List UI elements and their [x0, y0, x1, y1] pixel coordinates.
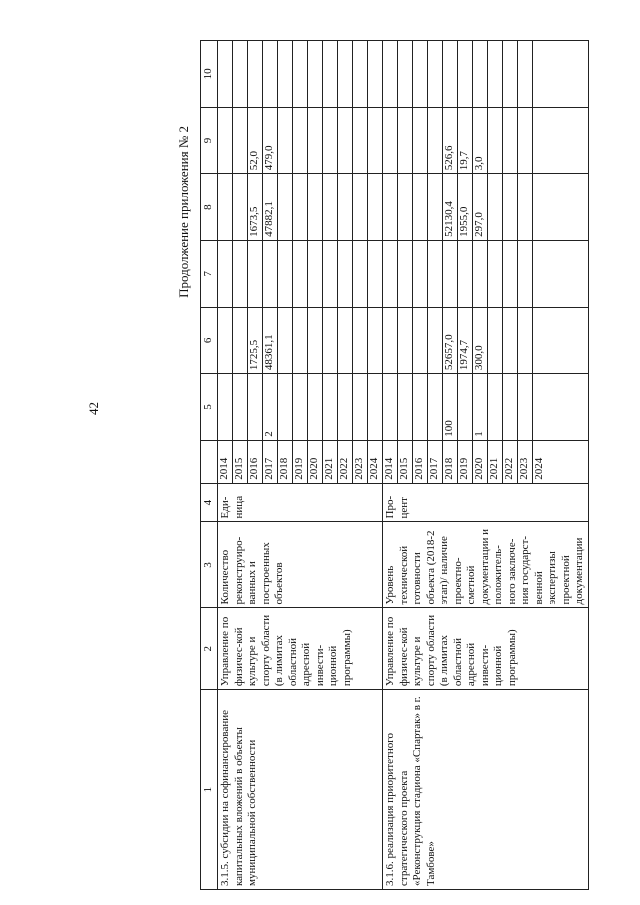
- value-entry: [503, 308, 518, 374]
- year-label: 2014: [383, 441, 398, 483]
- value-entry: [353, 241, 368, 307]
- value-entry: [233, 41, 248, 107]
- value-entry: [233, 374, 248, 440]
- year-label: 2021: [488, 441, 503, 483]
- value-entry: [533, 374, 547, 440]
- value-column-8: [218, 174, 383, 241]
- value-entry: [308, 41, 323, 107]
- value-entry: [338, 374, 353, 440]
- value-entry: [383, 41, 398, 107]
- value-entry: [218, 308, 233, 374]
- value-entry: [293, 241, 308, 307]
- year-label: 2016: [413, 441, 428, 483]
- value-entry: [323, 374, 338, 440]
- value-entry: [383, 241, 398, 307]
- value-entry: [368, 41, 382, 107]
- year-label: 2016: [248, 441, 263, 483]
- value-entry: [278, 108, 293, 174]
- value-entry: [248, 374, 263, 440]
- value-entry: [338, 174, 353, 240]
- year-label: 2019: [293, 441, 308, 483]
- value-column-10: [383, 41, 589, 108]
- value-entry: [428, 374, 443, 440]
- value-entry: 1725,5: [248, 308, 263, 374]
- value-entry: [353, 308, 368, 374]
- value-column-5: [218, 374, 383, 441]
- value-entry: [353, 174, 368, 240]
- value-entry: [458, 41, 473, 107]
- value-entry: [533, 108, 547, 174]
- value-entry: 3,0: [473, 108, 488, 174]
- value-entry: 100: [443, 374, 458, 440]
- value-column-6: [383, 307, 589, 374]
- value-entry: [473, 41, 488, 107]
- header-cell: 4: [201, 483, 218, 522]
- value-entry: [398, 241, 413, 307]
- value-entry: [353, 41, 368, 107]
- value-column-7: [383, 240, 589, 307]
- value-entry: [428, 174, 443, 240]
- year-label: 2021: [323, 441, 338, 483]
- header-cell: 8: [201, 174, 218, 241]
- value-entry: [413, 108, 428, 174]
- year-label: 2020: [308, 441, 323, 483]
- value-entry: [218, 108, 233, 174]
- page-number: 42: [86, 402, 101, 415]
- value-entry: [368, 308, 382, 374]
- value-entry: [413, 374, 428, 440]
- value-entry: 1: [473, 374, 488, 440]
- rotated-page-content: [168, 40, 608, 890]
- value-entry: [428, 41, 443, 107]
- value-entry: 479,0: [263, 108, 278, 174]
- value-entry: [368, 174, 382, 240]
- value-entry: [518, 241, 533, 307]
- value-entry: [308, 374, 323, 440]
- table-row: [383, 41, 589, 890]
- continuation-caption: Продолжение приложения № 2: [176, 126, 191, 298]
- value-entry: [413, 241, 428, 307]
- value-entry: [293, 308, 308, 374]
- value-entry: [218, 41, 233, 107]
- value-entry: [293, 374, 308, 440]
- year-label: 2020: [473, 441, 488, 483]
- header-cell: 6: [201, 307, 218, 374]
- value-entry: [278, 41, 293, 107]
- value-entry: [383, 108, 398, 174]
- unit-cell: Про-цент: [383, 483, 589, 522]
- executor-cell: Управление по физичес-кой культуре и спорту области (в лимитах областной адресной инвести-ционной программы): [218, 608, 383, 690]
- value-entry: [233, 308, 248, 374]
- document-sheet: [130, 0, 640, 905]
- value-entry: [503, 41, 518, 107]
- value-column-8: [383, 174, 589, 241]
- value-entry: [368, 108, 382, 174]
- header-cell: 1: [201, 690, 218, 890]
- value-entry: [413, 308, 428, 374]
- header-cell: 10: [201, 41, 218, 108]
- header-cell: 3: [201, 522, 218, 608]
- value-entry: [338, 308, 353, 374]
- value-entry: [368, 374, 382, 440]
- year-label: 2019: [458, 441, 473, 483]
- value-entry: [338, 41, 353, 107]
- value-entry: [503, 108, 518, 174]
- value-entry: [473, 241, 488, 307]
- value-entry: [503, 241, 518, 307]
- value-entry: [278, 374, 293, 440]
- value-entry: 1673,5: [248, 174, 263, 240]
- value-entry: [233, 241, 248, 307]
- value-entry: [248, 241, 263, 307]
- value-entry: 52,0: [248, 108, 263, 174]
- year-label: 2015: [398, 441, 413, 483]
- year-label: 2022: [503, 441, 518, 483]
- value-entry: [323, 308, 338, 374]
- value-entry: [428, 241, 443, 307]
- value-entry: [263, 241, 278, 307]
- value-entry: [308, 108, 323, 174]
- value-entry: [338, 108, 353, 174]
- value-column-5: [383, 374, 589, 441]
- year-label: 2017: [263, 441, 278, 483]
- value-entry: [278, 174, 293, 240]
- year-label: 2022: [338, 441, 353, 483]
- value-entry: [443, 241, 458, 307]
- program-table: [200, 40, 589, 890]
- value-entry: [533, 41, 547, 107]
- unit-cell: Еди-ница: [218, 483, 383, 522]
- table-row: [218, 41, 383, 890]
- value-column-7: [218, 240, 383, 307]
- value-entry: 47882,1: [263, 174, 278, 240]
- value-entry: [443, 41, 458, 107]
- value-column-10: [218, 41, 383, 108]
- value-entry: 2: [263, 374, 278, 440]
- year-label: 2018: [278, 441, 293, 483]
- value-column-9: [383, 107, 589, 174]
- value-entry: [278, 241, 293, 307]
- indicator-cell: Количество реконструиро-ванных и построенных объектов: [218, 522, 383, 608]
- year-label: 2023: [518, 441, 533, 483]
- value-entry: [488, 308, 503, 374]
- value-entry: [308, 241, 323, 307]
- header-cell: 5: [201, 374, 218, 441]
- value-entry: [398, 174, 413, 240]
- value-entry: [398, 374, 413, 440]
- value-entry: [383, 308, 398, 374]
- value-entry: [338, 241, 353, 307]
- value-entry: [218, 241, 233, 307]
- value-entry: [458, 374, 473, 440]
- activity-cell: 3.1.6. реализация приоритетного стратегического проекта «Реконструкция стадиона «Спартак» в г. Тамбове»: [383, 690, 589, 890]
- value-entry: [293, 174, 308, 240]
- value-entry: [293, 41, 308, 107]
- value-entry: [428, 308, 443, 374]
- value-entry: [323, 241, 338, 307]
- value-entry: [413, 41, 428, 107]
- value-entry: [518, 41, 533, 107]
- header-row: [201, 41, 218, 890]
- value-entry: [218, 374, 233, 440]
- value-entry: [368, 241, 382, 307]
- value-entry: [323, 108, 338, 174]
- value-entry: 300,0: [473, 308, 488, 374]
- year-label: 2023: [353, 441, 368, 483]
- value-entry: [518, 174, 533, 240]
- value-entry: [428, 108, 443, 174]
- header-cell: 9: [201, 107, 218, 174]
- value-entry: [413, 174, 428, 240]
- value-entry: [533, 174, 547, 240]
- executor-cell: Управление по физичес-кой культуре и спорту области (в лимитах областной адресной инвести-ционной программы): [383, 608, 589, 690]
- value-entry: [398, 41, 413, 107]
- value-entry: [488, 108, 503, 174]
- value-entry: [263, 41, 278, 107]
- year-label: 2024: [368, 457, 380, 480]
- value-entry: [308, 174, 323, 240]
- value-entry: [488, 174, 503, 240]
- value-entry: [353, 374, 368, 440]
- value-entry: [353, 108, 368, 174]
- indicator-cell: Уровень технической готовности объекта (2018-2 этап)/ наличие проектно-сметной документации и положитель-ного заключе-ния государст-венной экспертизы проектной документации: [383, 522, 589, 608]
- value-entry: [518, 308, 533, 374]
- value-entry: [383, 174, 398, 240]
- year-column-cell: [383, 440, 589, 483]
- value-entry: [323, 41, 338, 107]
- value-entry: 52130,4: [443, 174, 458, 240]
- activity-cell: 3.1.5. субсидии на софинансирование капитальных вложений в объекты муниципальной собственности: [218, 690, 383, 890]
- header-cell: [201, 440, 218, 483]
- value-entry: 52657,0: [443, 308, 458, 374]
- value-entry: [503, 174, 518, 240]
- year-label: 2018: [443, 441, 458, 483]
- value-entry: [533, 241, 547, 307]
- value-entry: 526,6: [443, 108, 458, 174]
- value-entry: [383, 374, 398, 440]
- value-entry: [308, 308, 323, 374]
- header-cell: 2: [201, 608, 218, 690]
- year-label: 2024: [533, 457, 545, 480]
- value-entry: 1955,0: [458, 174, 473, 240]
- value-column-9: [218, 107, 383, 174]
- value-column-6: [218, 307, 383, 374]
- value-entry: [218, 174, 233, 240]
- year-label: 2014: [218, 441, 233, 483]
- value-entry: [488, 374, 503, 440]
- value-entry: [278, 308, 293, 374]
- value-entry: [488, 241, 503, 307]
- value-entry: [233, 108, 248, 174]
- year-label: 2015: [233, 441, 248, 483]
- value-entry: [458, 241, 473, 307]
- value-entry: [503, 374, 518, 440]
- value-entry: 48361,1: [263, 308, 278, 374]
- value-entry: [293, 108, 308, 174]
- value-entry: [488, 41, 503, 107]
- value-entry: [533, 308, 547, 374]
- year-column-cell: [218, 440, 383, 483]
- value-entry: [398, 308, 413, 374]
- value-entry: 297,0: [473, 174, 488, 240]
- value-entry: [233, 174, 248, 240]
- value-entry: [248, 41, 263, 107]
- value-entry: [518, 108, 533, 174]
- year-label: 2017: [428, 441, 443, 483]
- value-entry: [323, 174, 338, 240]
- value-entry: 19,7: [458, 108, 473, 174]
- header-cell: 7: [201, 240, 218, 307]
- value-entry: 1974,7: [458, 308, 473, 374]
- value-entry: [398, 108, 413, 174]
- value-entry: [518, 374, 533, 440]
